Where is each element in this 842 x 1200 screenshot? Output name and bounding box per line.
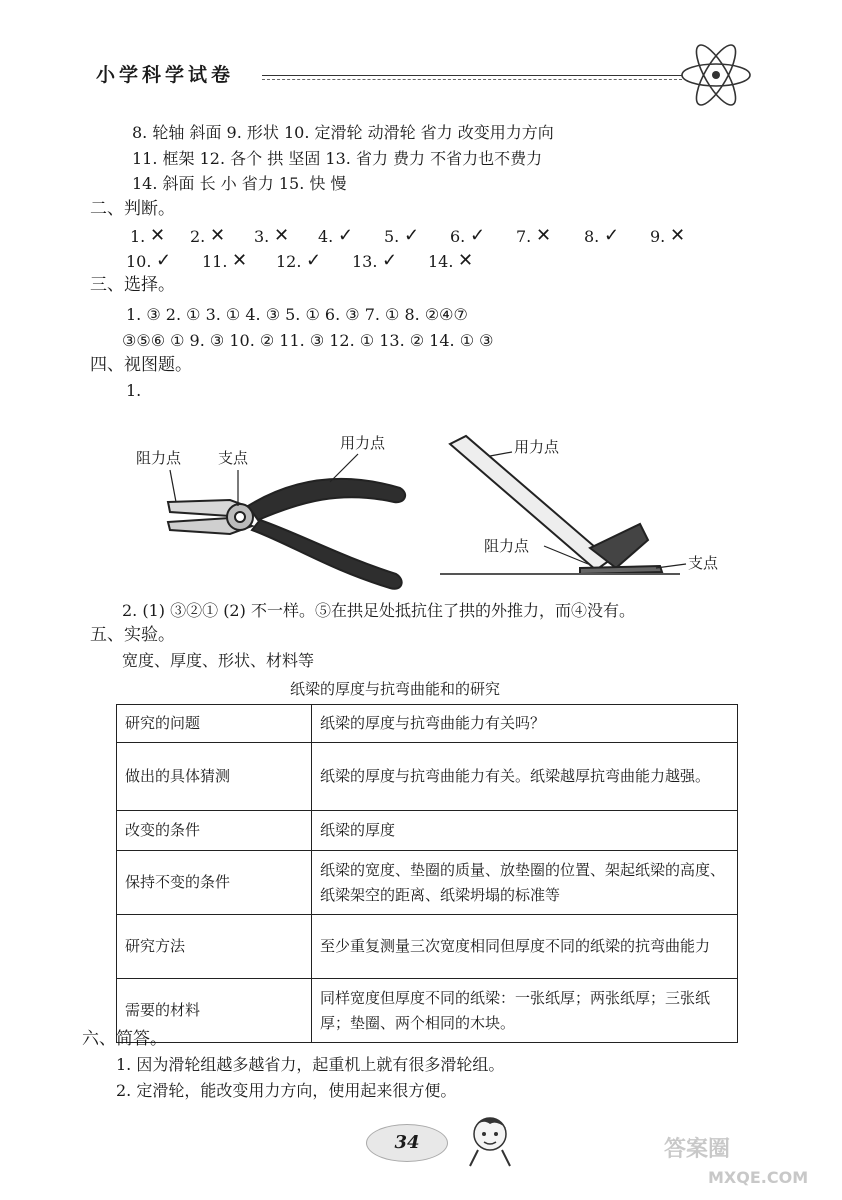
choice-line-2: ③⑤⑥ ① 9. ③ 10. ② 11. ③ 12. ① 13. ② 14. ① ③ <box>122 331 494 350</box>
cross-icon: ✕ <box>458 250 474 271</box>
table-row <box>117 705 738 743</box>
hammer-effort-label: 用力点 <box>514 438 560 456</box>
judge-item-number: 8. <box>584 227 600 246</box>
judge-item-number: 6. <box>450 227 466 246</box>
check-icon: ✓ <box>470 225 486 246</box>
short-heading: 六、简答。 <box>82 1029 167 1049</box>
view-q2-answer: 2. (1) ③②① (2) 不一样。⑤在拱足处抵抗住了拱的外推力，而④没有。 <box>122 601 635 620</box>
table-row <box>117 979 738 1043</box>
table-row <box>117 743 738 811</box>
watermark: 答案圈 <box>664 1137 731 1162</box>
view-q1-number: 1. <box>126 381 142 400</box>
cross-icon: ✕ <box>210 225 226 246</box>
table-cell-key: 改变的条件 <box>117 811 312 851</box>
table-row <box>117 851 738 915</box>
pliers-resistance-label: 阻力点 <box>136 449 182 467</box>
hammer-resistance-label: 阻力点 <box>484 537 530 555</box>
table-cell-key: 研究方法 <box>117 915 312 979</box>
watermark-site: MXQE.COM <box>708 1168 809 1187</box>
hammer-pointer-lines <box>470 440 710 580</box>
pliers-pointer-lines <box>160 440 420 530</box>
cross-icon: ✕ <box>670 225 686 246</box>
cartoon-boy-icon <box>456 1108 520 1172</box>
table-row <box>117 811 738 851</box>
table-cell-key: 需要的材料 <box>117 979 312 1043</box>
judge-item-number: 3. <box>254 227 270 246</box>
table-cell-value: 纸梁的厚度与抗弯曲能力有关。纸梁越厚抗弯曲能力越强。 <box>312 743 738 811</box>
cross-icon: ✕ <box>232 250 248 271</box>
experiment-heading: 五、实验。 <box>90 625 175 645</box>
judge-item-number: 11. <box>202 252 228 271</box>
judge-item-number: 4. <box>318 227 334 246</box>
table-cell-value: 纸梁的厚度 <box>312 811 738 851</box>
header-rule-dashed <box>262 79 682 80</box>
choice-heading: 三、选择。 <box>90 275 175 295</box>
fill-line-3: 14. 斜面 长 小 省力 15. 快 慢 <box>132 174 347 193</box>
table-row <box>117 915 738 979</box>
view-heading: 四、视图题。 <box>90 355 192 375</box>
cross-icon: ✕ <box>536 225 552 246</box>
table-cell-key: 做出的具体猜测 <box>117 743 312 811</box>
check-icon: ✓ <box>382 250 398 271</box>
check-icon: ✓ <box>338 225 354 246</box>
judge-item-number: 10. <box>126 252 152 271</box>
judge-heading: 二、判断。 <box>90 199 175 219</box>
judge-item-number: 12. <box>276 252 302 271</box>
short-answer-1: 1. 因为滑轮组越多越省力，起重机上就有很多滑轮组。 <box>116 1055 505 1074</box>
check-icon: ✓ <box>404 225 420 246</box>
table-cell-value: 至少重复测量三次宽度相同但厚度不同的纸梁的抗弯曲能力 <box>312 915 738 979</box>
judge-item-number: 1. <box>130 227 146 246</box>
table-cell-key: 保持不变的条件 <box>117 851 312 915</box>
table-cell-value: 纸梁的厚度与抗弯曲能力有关吗？ <box>312 705 738 743</box>
judge-item-number: 7. <box>516 227 532 246</box>
pliers-effort-label: 用力点 <box>340 434 386 452</box>
experiment-table <box>116 704 738 1043</box>
check-icon: ✓ <box>604 225 620 246</box>
cross-icon: ✕ <box>150 225 166 246</box>
cross-icon: ✕ <box>274 225 290 246</box>
judge-item-number: 2. <box>190 227 206 246</box>
header-title: 小学科学试卷 <box>96 64 235 86</box>
header-rule <box>262 75 682 76</box>
judge-item-number: 13. <box>352 252 378 271</box>
table-caption: 纸梁的厚度与抗弯曲能和的研究 <box>290 680 501 698</box>
fill-line-1: 8. 轮轴 斜面 9. 形状 10. 定滑轮 动滑轮 省力 改变用力方向 <box>132 123 554 142</box>
fill-line-2: 11. 框架 12. 各个 拱 坚固 13. 省力 费力 不省力也不费力 <box>132 149 543 168</box>
hammer-fulcrum-label: 支点 <box>688 554 719 572</box>
table-cell-value: 同样宽度但厚度不同的纸梁：一张纸厚；两张纸厚；三张纸厚；垫圈、两个相同的木块。 <box>312 979 738 1043</box>
pliers-fulcrum-label: 支点 <box>218 449 249 467</box>
judge-item-number: 5. <box>384 227 400 246</box>
table-cell-value: 纸梁的宽度、垫圈的质量、放垫圈的位置、架起纸梁的高度、纸梁架空的距离、纸梁坍塌的标准等 <box>312 851 738 915</box>
table-cell-key: 研究的问题 <box>117 705 312 743</box>
short-answer-2: 2. 定滑轮，能改变用力方向，使用起来很方便。 <box>116 1081 457 1100</box>
check-icon: ✓ <box>156 250 172 271</box>
judge-item-number: 14. <box>428 252 454 271</box>
page-number: 34 <box>366 1124 448 1162</box>
check-icon: ✓ <box>306 250 322 271</box>
experiment-factors: 宽度、厚度、形状、材料等 <box>122 651 315 670</box>
choice-line-1: 1. ③ 2. ① 3. ① 4. ③ 5. ① 6. ③ 7. ① 8. ②④⑦ <box>126 305 468 324</box>
judge-item-number: 9. <box>650 227 666 246</box>
atom-icon <box>676 40 756 110</box>
